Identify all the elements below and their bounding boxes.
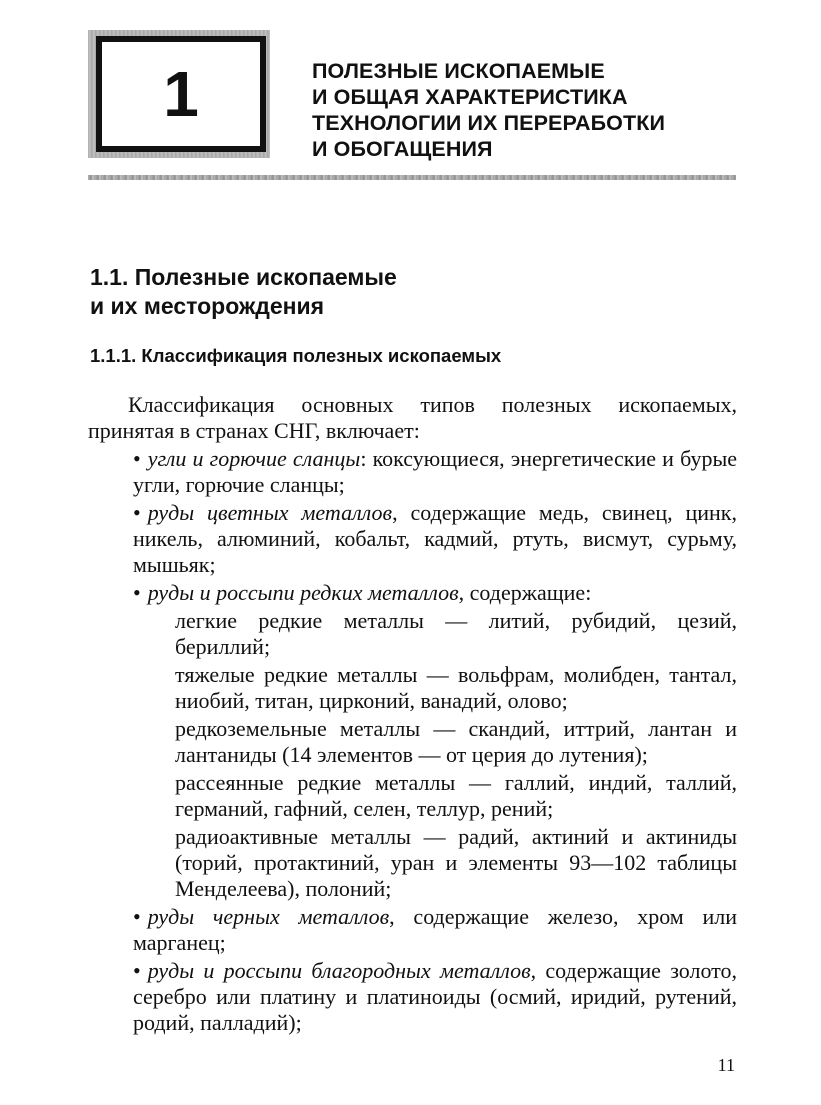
bullet-marker: • [133, 904, 141, 929]
section-heading [90, 263, 650, 321]
classification-term: руды и россыпи редких металлов [147, 580, 459, 605]
bullet-marker: • [133, 446, 141, 471]
classification-term: руды черных металлов [147, 904, 390, 929]
subsection-heading: 1.1.1. Классификация полезных ископаемых [90, 345, 502, 366]
rare-metal-group: редкоземельные металлы — скандий, иттрий, лантан и лантаниды (14 элементов — от церия до лутения); [175, 716, 737, 767]
chapter-title-line-2: И ОБЩАЯ ХАРАКТЕРИСТИКА [312, 85, 628, 109]
classification-description: , содержащие железо, хром или марганец; [133, 904, 738, 955]
rare-metal-group: радиоактивные металлы — радий, актиний и актиниды (торий, протактиний, уран и элементы 93—102 таблицы Менделеева), полоний; [175, 824, 737, 901]
classification-term: угли и горючие сланцы [147, 446, 361, 471]
chapter-header [88, 30, 736, 180]
bullet-marker: • [133, 580, 141, 605]
rare-metal-group: рассеянные редкие металлы — галлий, индий, таллий, германий, гафний, селен, теллур, рений; [175, 770, 737, 821]
page-number: 11 [717, 1055, 735, 1075]
classification-description: , содержащие медь, свинец, цинк, никель, алюминий, кобальт, кадмий, ртуть, висмут, сурьму, мышьяк; [133, 500, 738, 577]
bullet-marker: • [133, 958, 141, 983]
section-heading-line-1: 1.1. Полезные ископаемые [90, 264, 397, 290]
classification-description: : коксующиеся, энергетические и бурые угли, горючие сланцы; [133, 446, 737, 497]
classification-item [133, 958, 737, 1036]
classification-description: , содержащие золото, серебро или платину и платиноиды (осмий, иридий, рутений, родий, палладий); [133, 958, 737, 1035]
classification-item [133, 500, 737, 578]
classification-item [133, 446, 737, 498]
chapter-title-line-3: ТЕХНОЛОГИИ ИХ ПЕРЕРАБОТКИ [312, 111, 666, 135]
classification-term: руды и россыпи благородных металлов [147, 958, 531, 983]
chapter-divider [88, 175, 736, 180]
rare-metal-group: легкие редкие металлы — литий, рубидий, цезий, бериллий; [175, 608, 737, 659]
rare-metal-group: тяжелые редкие металлы — вольфрам, молибден, тантал, ниобий, титан, цирконий, ванадий, олово; [175, 662, 737, 713]
chapter-title [312, 58, 742, 162]
bullet-marker: • [133, 500, 141, 525]
intro-paragraph: Классификация основных типов полезных ископаемых, принятая в странах СНГ, включает: [88, 392, 737, 443]
section-heading-line-2: и их месторождения [90, 293, 325, 319]
chapter-number: 1 [96, 36, 266, 152]
chapter-title-line-4: И ОБОГАЩЕНИЯ [312, 137, 493, 161]
classification-description: , содержащие: [458, 580, 592, 605]
main-text [88, 392, 737, 1038]
chapter-title-line-1: ПОЛЕЗНЫЕ ИСКОПАЕМЫЕ [312, 59, 605, 83]
classification-item [133, 580, 737, 606]
classification-item [133, 904, 737, 956]
classification-term: руды цветных металлов [147, 500, 393, 525]
